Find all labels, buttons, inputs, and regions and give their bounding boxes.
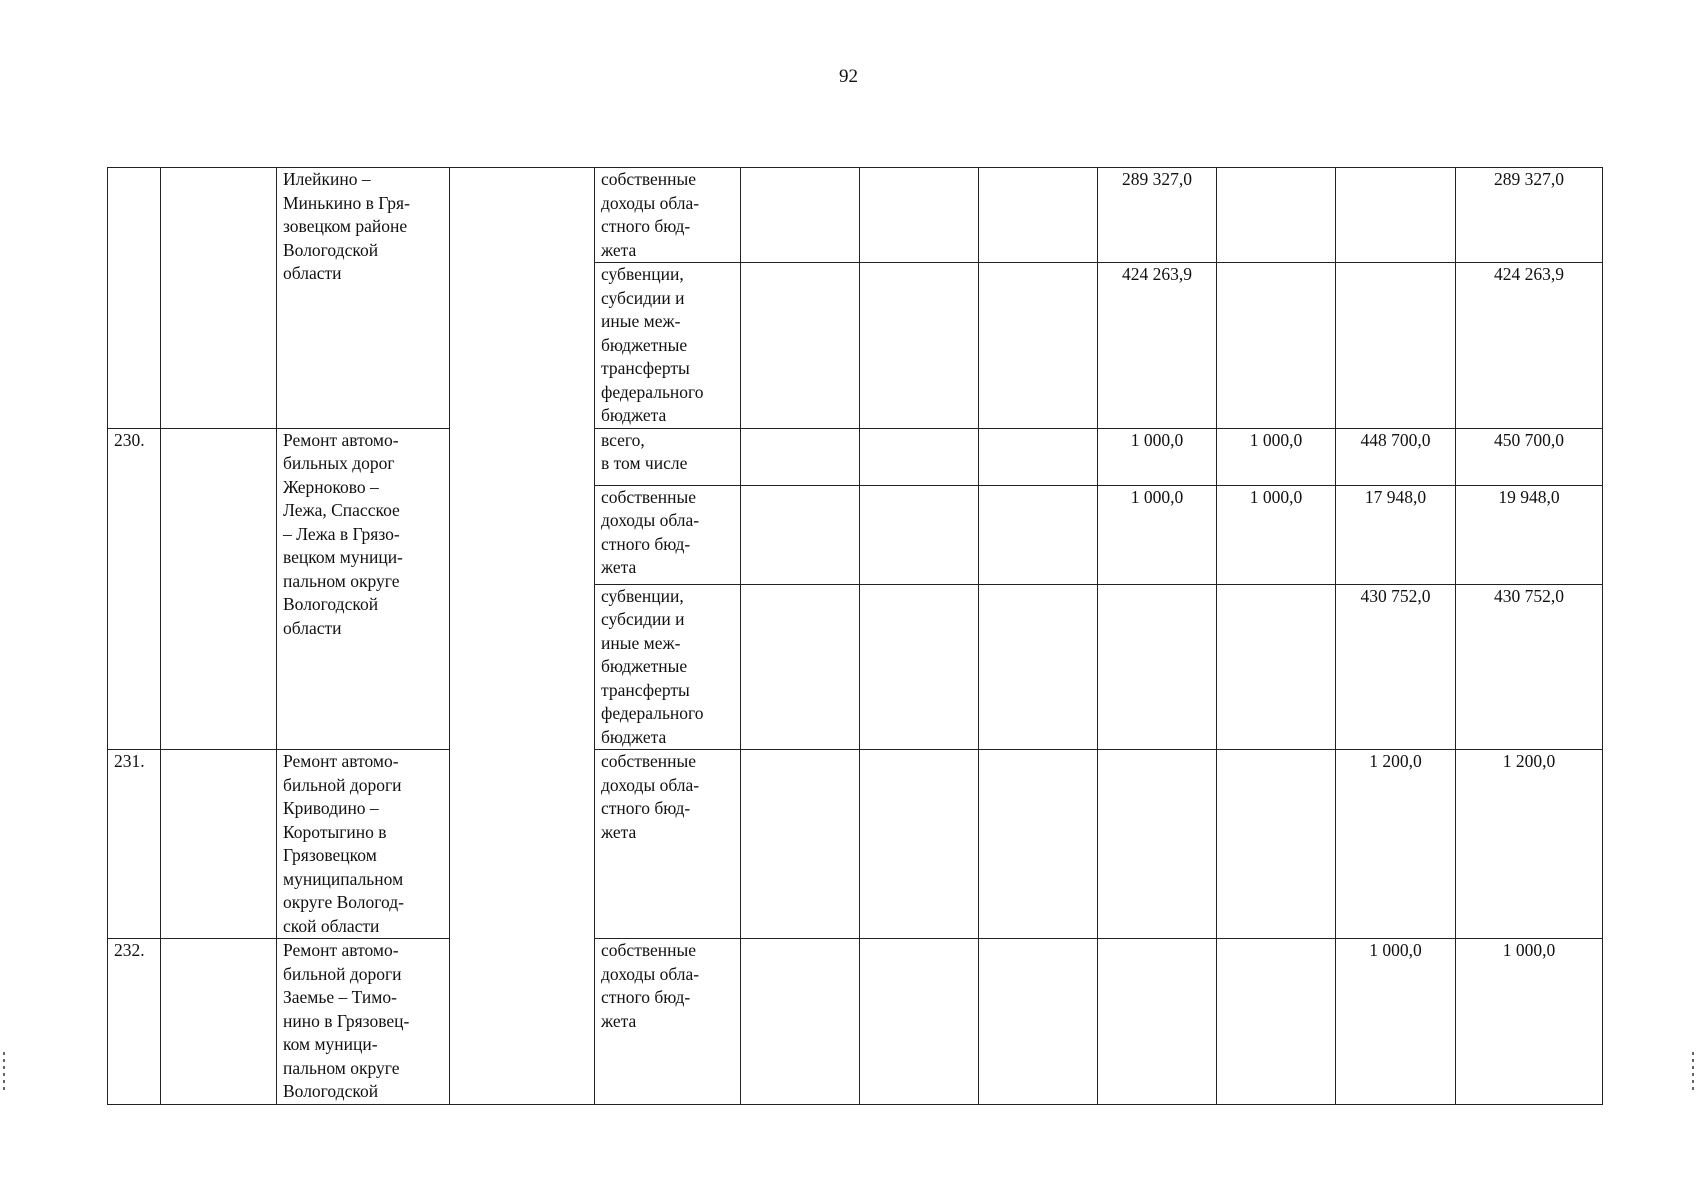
value-cell: 1 000,0 <box>1217 428 1336 485</box>
value-cell <box>1098 939 1217 1105</box>
empty-cell <box>860 584 979 750</box>
value-cell <box>1217 750 1336 939</box>
empty-cell <box>161 939 277 1105</box>
table-row <box>108 750 1603 939</box>
value-cell: 1 000,0 <box>1098 428 1217 485</box>
funding-source-cell: субвенции, субсидии и иные меж- бюджетные трансферты федерального бюджета <box>595 263 741 429</box>
scan-edge-mark-right <box>1692 1052 1694 1092</box>
empty-cell <box>979 750 1098 939</box>
row-number-cell: 230. <box>108 428 161 750</box>
funding-source-cell: собственные доходы обла- стного бюд- жета <box>595 939 741 1105</box>
value-cell <box>1336 168 1456 263</box>
row-number-cell <box>108 168 161 429</box>
empty-cell <box>741 750 860 939</box>
value-cell: 448 700,0 <box>1336 428 1456 485</box>
empty-cell <box>979 263 1098 429</box>
object-name-cell: Ремонт автомо- бильной дороги Криводино – Коротыгино в Грязовецком муниципальном округе Вологод- ской области <box>277 750 450 939</box>
total-cell: 450 700,0 <box>1456 428 1603 485</box>
value-cell <box>1217 939 1336 1105</box>
value-cell: 1 200,0 <box>1336 750 1456 939</box>
empty-cell <box>860 750 979 939</box>
row-number-cell: 231. <box>108 750 161 939</box>
empty-cell <box>161 428 277 750</box>
funding-source-cell: собственные доходы обла- стного бюд- жета <box>595 168 741 263</box>
empty-cell <box>741 428 860 485</box>
table-row <box>108 168 1603 263</box>
value-cell: 1 000,0 <box>1217 485 1336 584</box>
value-cell <box>1217 168 1336 263</box>
empty-cell <box>979 485 1098 584</box>
table-row <box>108 939 1603 1105</box>
table-row <box>108 428 1603 485</box>
object-name-cell: Ремонт автомо- бильных дорог Жерноково – Лежа, Спасское – Лежа в Грязо- вецком муници- пальном округе Вологодской области <box>277 428 450 750</box>
scan-edge-mark-left <box>3 1052 5 1092</box>
empty-cell <box>741 263 860 429</box>
object-name-cell: Ремонт автомо- бильной дороги Заемье – Тимо- нино в Грязовец- ком муници- пальном округе Вологодской <box>277 939 450 1105</box>
total-cell: 19 948,0 <box>1456 485 1603 584</box>
total-cell: 430 752,0 <box>1456 584 1603 750</box>
budget-table <box>107 167 1603 1105</box>
empty-cell <box>979 168 1098 263</box>
total-cell: 289 327,0 <box>1456 168 1603 263</box>
empty-cell <box>860 263 979 429</box>
merged-empty-column <box>450 168 595 1105</box>
object-name-cell: Илейкино – Минькино в Гря- зовецком районе Вологодской области <box>277 168 450 429</box>
value-cell: 424 263,9 <box>1098 263 1217 429</box>
empty-cell <box>860 168 979 263</box>
funding-source-cell: субвенции, субсидии и иные меж- бюджетные трансферты федерального бюджета <box>595 584 741 750</box>
total-cell: 1 200,0 <box>1456 750 1603 939</box>
value-cell <box>1336 263 1456 429</box>
value-cell: 1 000,0 <box>1098 485 1217 584</box>
empty-cell <box>979 584 1098 750</box>
value-cell: 17 948,0 <box>1336 485 1456 584</box>
value-cell: 289 327,0 <box>1098 168 1217 263</box>
empty-cell <box>979 428 1098 485</box>
empty-cell <box>161 168 277 429</box>
value-cell <box>1098 584 1217 750</box>
funding-source-cell: собственные доходы обла- стного бюд- жета <box>595 485 741 584</box>
total-cell: 424 263,9 <box>1456 263 1603 429</box>
empty-cell <box>741 168 860 263</box>
funding-source-cell: всего, в том числе <box>595 428 741 485</box>
funding-source-cell: собственные доходы обла- стного бюд- жета <box>595 750 741 939</box>
empty-cell <box>741 939 860 1105</box>
empty-cell <box>860 428 979 485</box>
empty-cell <box>741 584 860 750</box>
value-cell: 1 000,0 <box>1336 939 1456 1105</box>
row-number-cell: 232. <box>108 939 161 1105</box>
empty-cell <box>979 939 1098 1105</box>
value-cell: 430 752,0 <box>1336 584 1456 750</box>
empty-cell <box>741 485 860 584</box>
value-cell <box>1217 584 1336 750</box>
value-cell <box>1098 750 1217 939</box>
empty-cell <box>161 750 277 939</box>
total-cell: 1 000,0 <box>1456 939 1603 1105</box>
empty-cell <box>860 485 979 584</box>
page-number: 92 <box>839 66 858 87</box>
value-cell <box>1217 263 1336 429</box>
empty-cell <box>860 939 979 1105</box>
